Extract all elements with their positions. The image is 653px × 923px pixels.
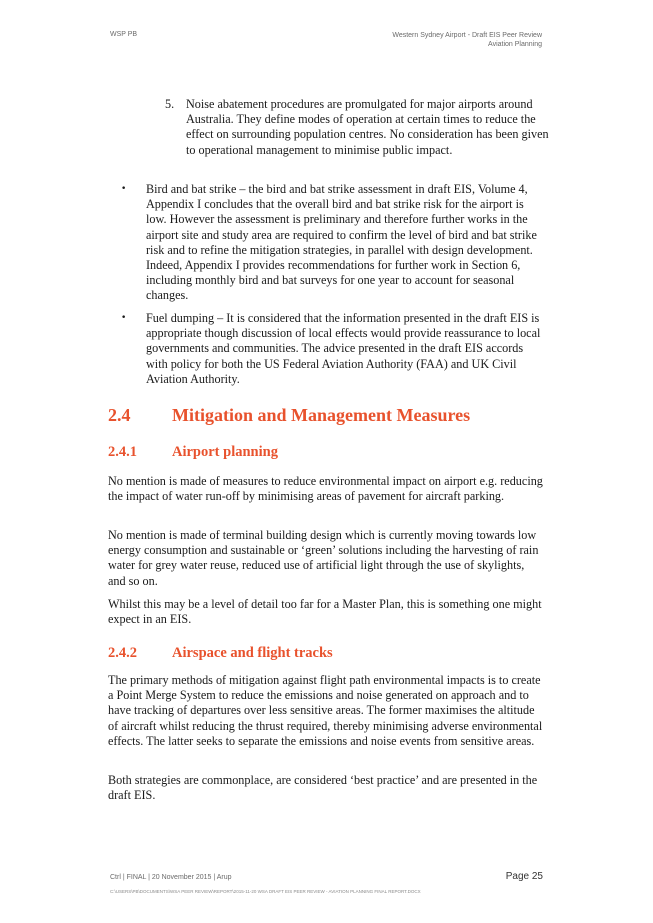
paragraph: Both strategies are commonplace, are considered ‘best practice’ and are presented in the draft EIS. [108,773,538,803]
header-report-title-line2: Aviation Planning [488,41,542,48]
paragraph: The primary methods of mitigation against flight path environmental impacts is to create a Point Merge System to reduce the emissions and noise generated on approach and to have tracking of departures over less sensitive areas. The former maximises the altitude of aircraft whilst reducing the thrust required, thereby minimising adverse environmental effects. The latter seeks to separate the emissions and noise events from sensitive areas. [108,673,543,748]
paragraph: No mention is made of terminal building design which is currently moving towards low energy consumption and sustainable or ‘green’ solutions including the harvesting of rain water for grey water reuse, reduced use of artificial light through the use of skylights, and so on. [108,528,539,588]
subsection-title: Airport planning [172,444,278,460]
bullet-text: Fuel dumping – It is considered that the information presented in the draft EIS is appropriate though discussion of local effects would provide reassurance to local governments and communities. The advice presented in the draft EIS accords with policy for both the US Federal Aviation Authority (FAA) and UK Civil Aviation Authority. [146,311,541,386]
bullet-icon: • [121,184,127,194]
list-item-text: Noise abatement procedures are promulgated for major airports around Australia. They define modes of operation at certain times to reduce the effect on surrounding population centres. No consideration has been given to operational management to minimise public impact. [186,97,549,157]
paragraph: No mention is made of measures to reduce environmental impact on airport e.g. reducing the impact of water run-off by minimising areas of pavement for aircraft parking. [108,474,543,504]
subsection-number: 2.4.1 [108,444,137,460]
bullet-bird-bat-strike [121,182,544,304]
bullet-text: Bird and bat strike – the bird and bat strike assessment in draft EIS, Volume 4, Appendix I concludes that the overall bird and bat strike risk for the airport is low. However the assessment is preliminary and therefore further works in the airport site and study area are required to confirm the level of bird and bat strike risk and to refine the mitigation strategies, in parallel with design development. Indeed, Appendix I provides recommendations for further work in Section 6, including monthly bird and bat surveys for one year to account for seasonal changes. [146,182,537,303]
paragraph: Whilst this may be a level of detail too far for a Master Plan, this is something one might expect in an EIS. [108,597,542,627]
section-title: Mitigation and Management Measures [172,405,471,425]
header-report-title-line1: Western Sydney Airport - Draft EIS Peer Review [392,32,542,39]
header-report-title [392,31,542,49]
subsection-heading-2-4-2 [108,645,333,662]
subsection-number: 2.4.2 [108,645,137,661]
list-number: 5. [165,97,175,111]
subsection-title: Airspace and flight tracks [172,645,333,661]
page-number: Page 25 [505,871,543,882]
section-heading-2-4 [108,405,470,426]
header-company: WSP PB [110,31,138,38]
footer-file-path: C:\USERS\PB\DOCUMENTS\WSA PEER REVIEW\REPORT\2015-11-20 WSA DRAFT EIS PEER REVIEW - AVIATION PLANNING FINAL REPORT.DOCX [110,889,421,894]
numbered-item-5 [165,97,555,158]
section-number: 2.4 [108,405,131,425]
footer-document-info: Ctrl | FINAL | 20 November 2015 | Arup [110,874,232,881]
bullet-fuel-dumping [121,311,544,387]
bullet-icon: • [121,313,127,323]
subsection-heading-2-4-1 [108,444,278,461]
